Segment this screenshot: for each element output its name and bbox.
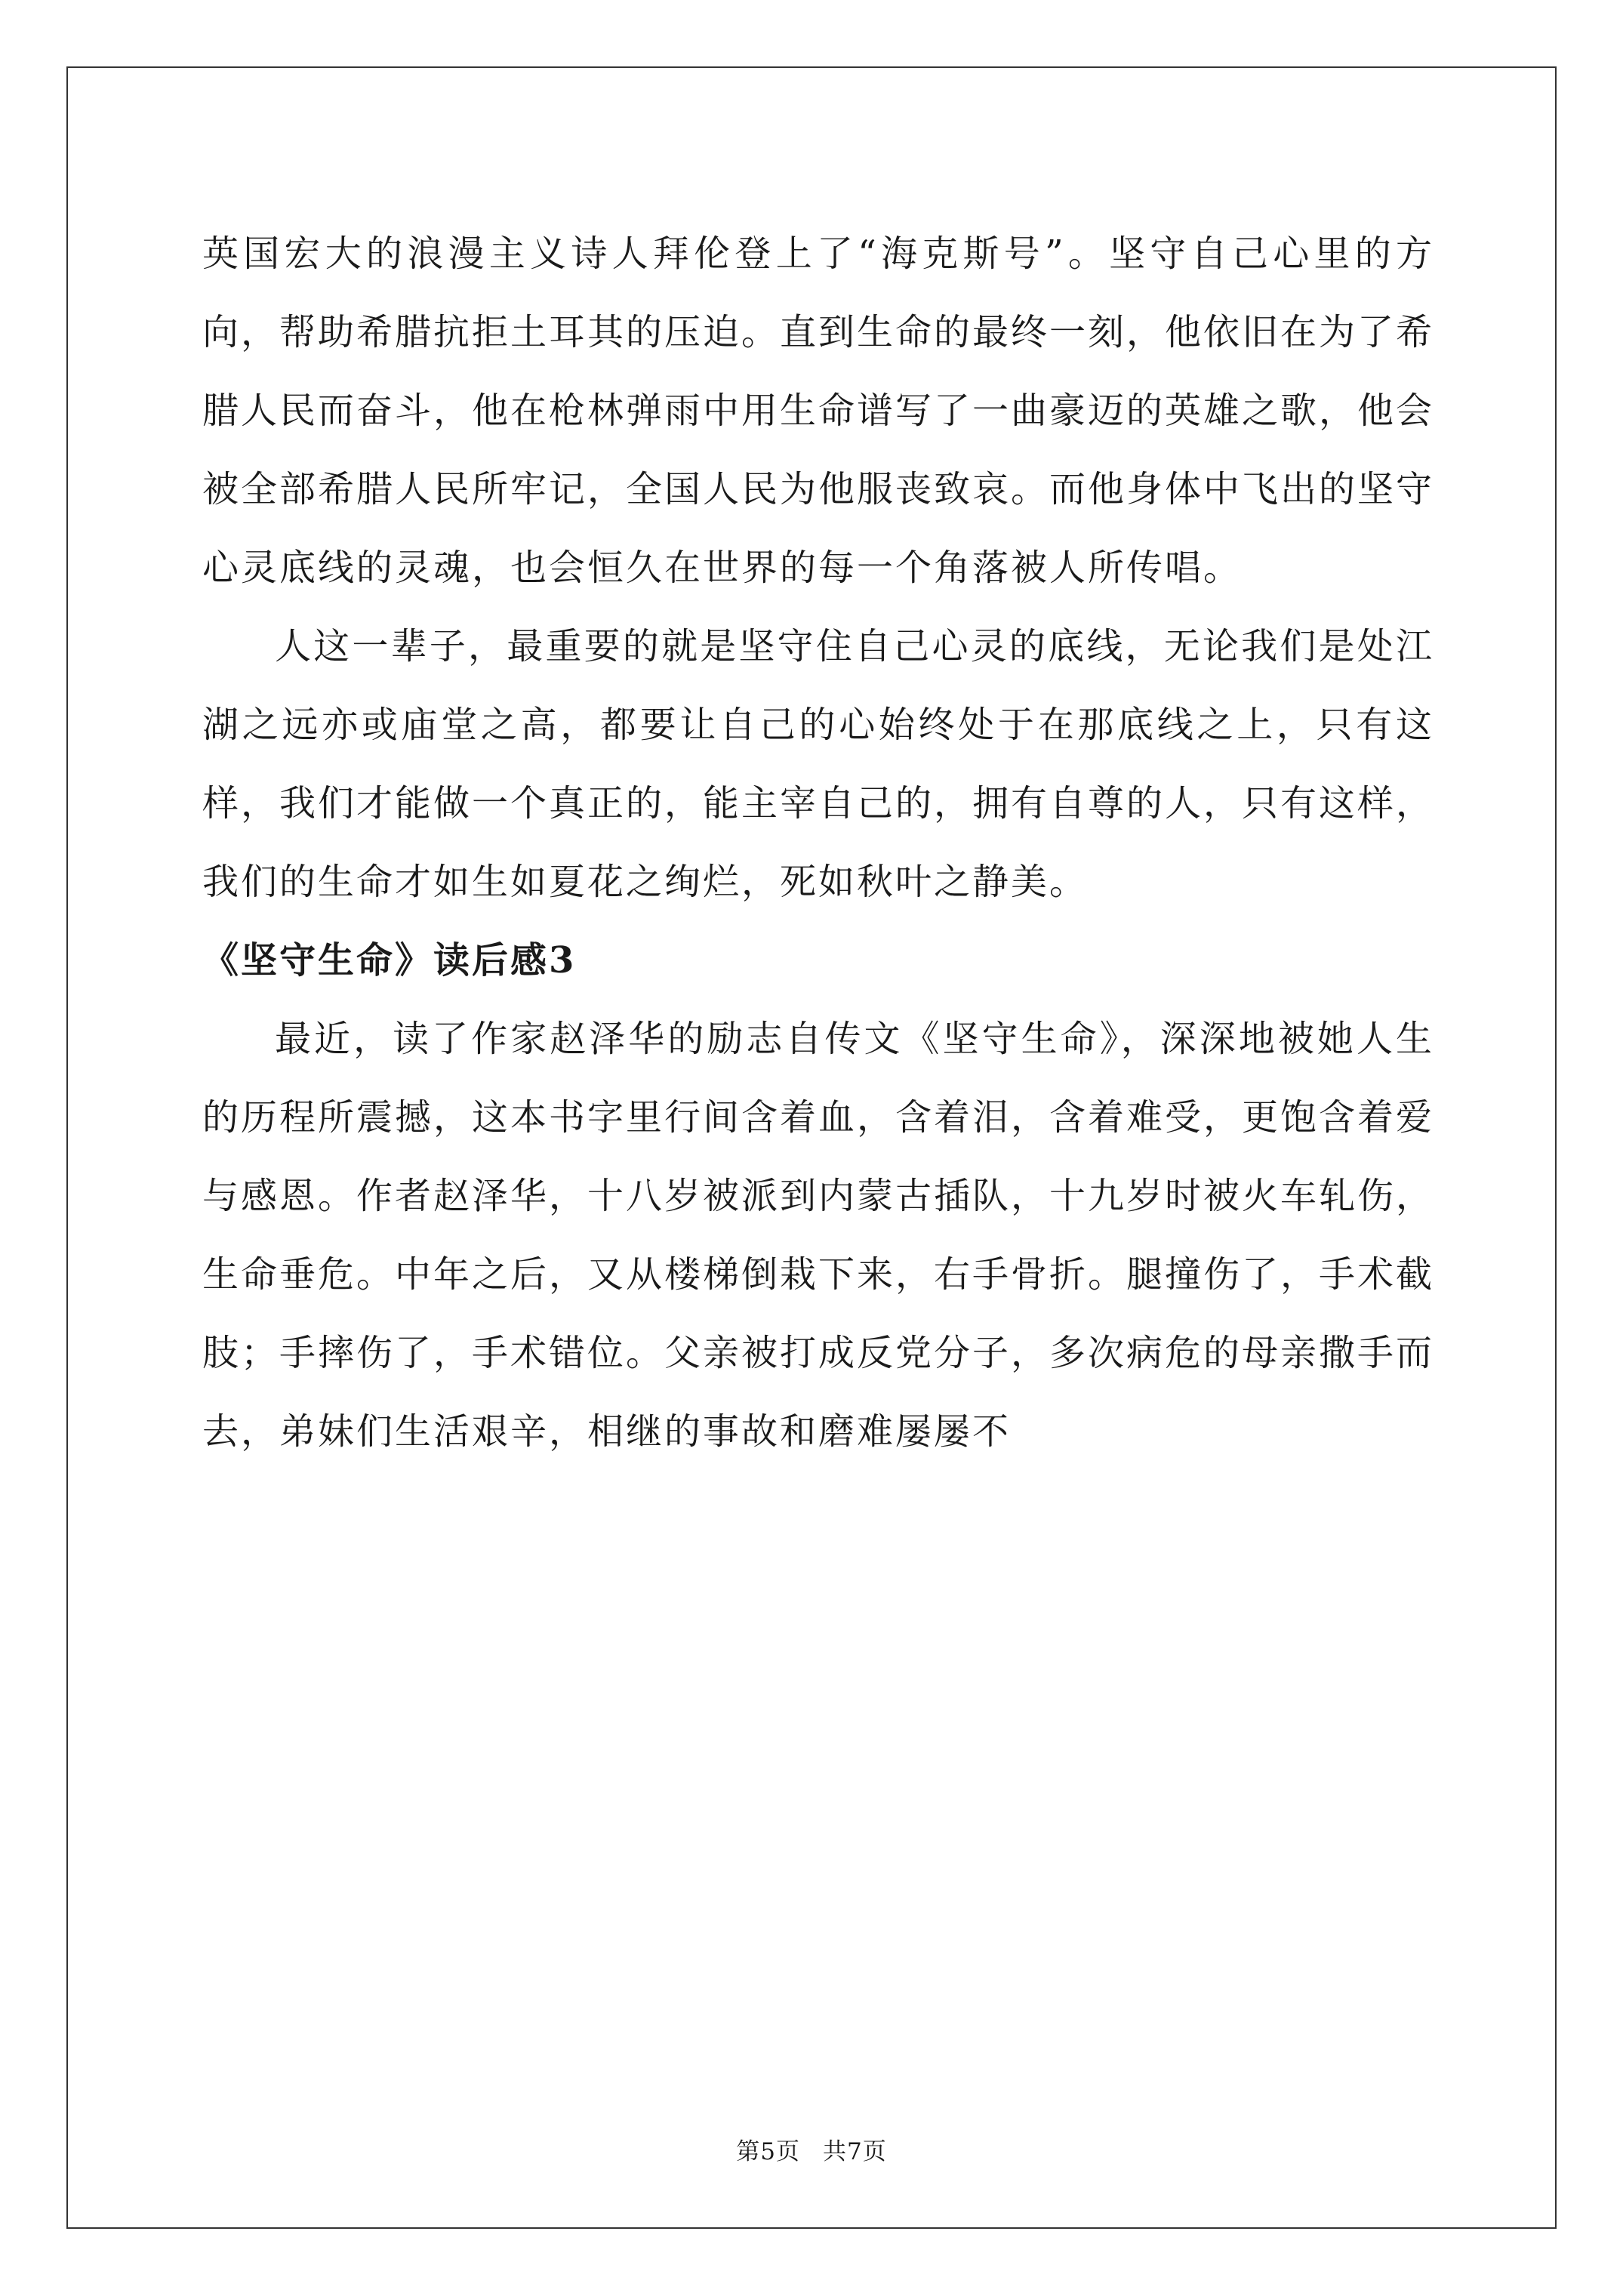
page-number: 第5页	[736, 2138, 800, 2165]
page-footer	[0, 2132, 1623, 2166]
paragraph-lord-byron: 英国宏大的浪漫主义诗人拜伦登上了“海克斯号”。坚守自己心里的方向，帮助希腊抗拒土耳其的压迫。直到生命的最终一刻，他依旧在为了希腊人民而奋斗，他在枪林弹雨中用生命谱写了一曲豪迈的英雄之歌，他会被全部希腊人民所牢记，全国人民为他服丧致哀。而他身体中飞出的坚守心灵底线的灵魂，也会恒久在世界的每一个角落被人所传唱。	[202, 233, 1435, 589]
paragraph-bottom-line: 人这一辈子，最重要的就是坚守住自己心灵的底线，无论我们是处江湖之远亦或庙堂之高，都要让自己的心始终处于在那底线之上，只有这样，我们才能做一个真正的，能主宰自己的，拥有自尊的人，只有这样，我们的生命才如生如夏花之绚烂，死如秋叶之静美。	[202, 625, 1435, 903]
document-body	[202, 214, 1434, 1471]
section-heading: 《坚守生命》读后感3	[202, 939, 577, 982]
paragraph-zhao-zehua: 最近，读了作家赵泽华的励志自传文《坚守生命》，深深地被她人生的历程所震撼，这本书字里行间含着血，含着泪，含着难受，更饱含着爱与感恩。作者赵泽华，十八岁被派到内蒙古插队，十九岁时被火车轧伤，生命垂危。中年之后，又从楼梯倒栽下来，右手骨折。腿撞伤了，手术截肢；手摔伤了，手术错位。父亲被打成反党分子，多次病危的母亲撒手而去，弟妹们生活艰辛，相继的事故和磨难屡屡不	[202, 1018, 1435, 1453]
page-total: 共7页	[823, 2138, 887, 2165]
